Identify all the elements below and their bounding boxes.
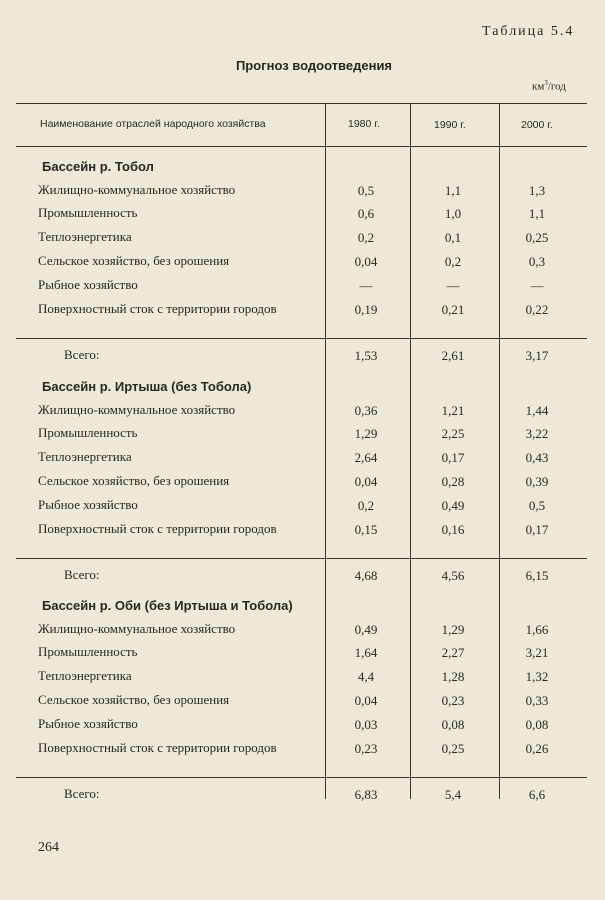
unit-base: км (532, 80, 545, 93)
value-2000: 1,66 (525, 622, 549, 637)
row-name: Промышленность (38, 205, 138, 220)
value-1980: 0,15 (354, 522, 378, 537)
column-header-name: Наименование отраслей народного хозяйства (40, 118, 266, 130)
value-1980: 0,03 (354, 717, 378, 732)
column-divider-2 (410, 103, 411, 799)
value-1980: 0,49 (354, 622, 378, 637)
value-1980: 0,2 (357, 230, 375, 245)
value-1980: 2,64 (354, 450, 378, 465)
value-1990: 1,28 (441, 669, 465, 684)
row-name: Сельское хозяйство, без орошения (38, 692, 230, 707)
unit-tail: /год (547, 80, 566, 93)
section-title: Бассейн р. Оби (без Иртыша и Тобола) (42, 598, 293, 613)
value-2000: 3,22 (525, 426, 549, 441)
value-2000: 0,5 (528, 498, 546, 513)
total-1990: 2,61 (441, 348, 465, 363)
value-1990: 0,49 (441, 498, 465, 513)
value-1990: 2,25 (441, 426, 465, 441)
row-name: Поверхностный сток с территории городов (38, 740, 277, 755)
value-2000: 3,21 (525, 645, 549, 660)
column-header-1990: 1990 г. (434, 119, 466, 131)
value-1990: 1,21 (441, 403, 465, 418)
value-2000: 0,08 (525, 717, 549, 732)
row-name: Теплоэнергетика (38, 668, 132, 683)
value-1980: 0,19 (354, 302, 378, 317)
row-name: Промышленность (38, 644, 138, 659)
value-1990: 0,08 (441, 717, 465, 732)
value-1990: 1,0 (444, 206, 462, 221)
table-title: Прогноз водоотведения (235, 58, 393, 73)
unit-label (532, 79, 566, 93)
value-2000: 0,25 (525, 230, 549, 245)
value-1990: 1,29 (441, 622, 465, 637)
header-bottom-rule (16, 146, 587, 147)
row-name: Поверхностный сток с территории городов (38, 521, 277, 536)
total-1990: 4,56 (441, 568, 465, 583)
row-name: Теплоэнергетика (38, 229, 132, 244)
unit-superscript: 3 (544, 79, 548, 87)
total-label: Всего: (64, 347, 100, 362)
row-name: Сельское хозяйство, без орошения (38, 473, 230, 488)
value-1990: 0,1 (444, 230, 462, 245)
total-2000: 6,15 (525, 568, 549, 583)
value-1990: 0,23 (441, 693, 465, 708)
page-number: 264 (38, 840, 59, 855)
value-1990: 0,21 (441, 302, 465, 317)
row-name: Жилищно-коммунальное хозяйство (38, 402, 236, 417)
row-name: Промышленность (38, 425, 138, 440)
row-name: Жилищно-коммунальное хозяйство (38, 182, 236, 197)
total-1990: 5,4 (444, 787, 462, 802)
column-header-1980: 1980 г. (348, 118, 380, 130)
value-2000: 1,3 (528, 183, 546, 198)
section-total-rule (16, 558, 587, 559)
value-2000: 1,1 (528, 206, 546, 221)
total-label: Всего: (64, 786, 100, 801)
row-name: Рыбное хозяйство (38, 716, 138, 731)
value-1990: 0,2 (444, 254, 462, 269)
value-2000: 0,26 (525, 741, 549, 756)
value-2000: 0,3 (528, 254, 546, 269)
value-2000: — (530, 278, 544, 293)
value-2000: 1,44 (525, 403, 549, 418)
section-total-rule (16, 338, 587, 339)
value-1990: 2,27 (441, 645, 465, 660)
value-1980: 1,29 (354, 426, 378, 441)
row-name: Жилищно-коммунальное хозяйство (38, 621, 236, 636)
value-2000: 0,43 (525, 450, 549, 465)
total-2000: 6,6 (528, 787, 546, 802)
value-2000: 0,17 (525, 522, 549, 537)
value-1990: 0,25 (441, 741, 465, 756)
row-name: Теплоэнергетика (38, 449, 132, 464)
row-name: Рыбное хозяйство (38, 277, 138, 292)
value-1990: 0,17 (441, 450, 465, 465)
value-1980: 1,64 (354, 645, 378, 660)
value-1990: 0,16 (441, 522, 465, 537)
value-1980: 0,6 (357, 206, 375, 221)
value-2000: 1,32 (525, 669, 549, 684)
column-divider-1 (325, 103, 326, 799)
row-name: Поверхностный сток с территории городов (38, 301, 277, 316)
value-1980: — (359, 278, 373, 293)
table-number: Таблица 5.4 (482, 24, 575, 39)
value-1980: 0,04 (354, 474, 378, 489)
total-1980: 6,83 (354, 787, 378, 802)
value-1980: 0,2 (357, 498, 375, 513)
value-1980: 0,04 (354, 254, 378, 269)
column-header-2000: 2000 г. (521, 119, 553, 131)
row-name: Рыбное хозяйство (38, 497, 138, 512)
value-1980: 0,04 (354, 693, 378, 708)
value-1980: 0,36 (354, 403, 378, 418)
value-1990: 1,1 (444, 183, 462, 198)
section-title: Бассейн р. Тобол (42, 159, 154, 174)
value-1980: 4,4 (357, 669, 375, 684)
value-2000: 0,39 (525, 474, 549, 489)
total-1980: 1,53 (354, 348, 378, 363)
value-2000: 0,22 (525, 302, 549, 317)
value-1980: 0,5 (357, 183, 375, 198)
value-1990: 0,28 (441, 474, 465, 489)
section-total-rule (16, 777, 587, 778)
value-2000: 0,33 (525, 693, 549, 708)
table-top-rule (16, 103, 587, 104)
column-divider-3 (499, 103, 500, 799)
total-label: Всего: (64, 567, 100, 582)
section-title: Бассейн р. Иртыша (без Тобола) (42, 379, 252, 394)
value-1980: 0,23 (354, 741, 378, 756)
row-name: Сельское хозяйство, без орошения (38, 253, 230, 268)
total-2000: 3,17 (525, 348, 549, 363)
value-1990: — (446, 278, 460, 293)
total-1980: 4,68 (354, 568, 378, 583)
